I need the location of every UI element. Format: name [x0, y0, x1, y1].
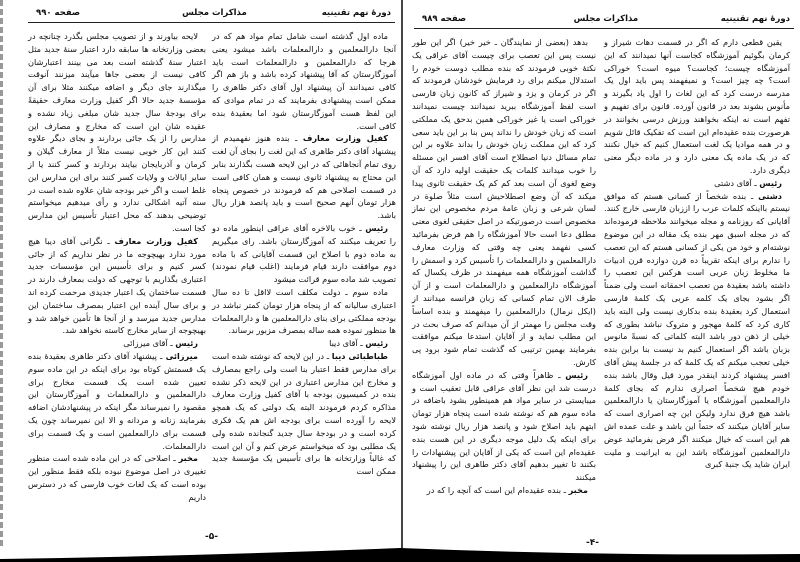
speaker-name: مخبر	[568, 484, 588, 495]
page-header	[414, 14, 794, 29]
page-gutter-divider	[401, 0, 403, 550]
speech-paragraph	[28, 452, 206, 503]
text-paragraph	[28, 30, 206, 235]
speech-paragraph	[212, 350, 396, 478]
speech-paragraph	[28, 235, 206, 337]
page-990	[0, 0, 401, 548]
paragraph-text: ـ خوب بالاخره آقای عراقی اینطور ماده دو را تعریف میکنند که آموزگارستان باشد. رای میگیریم به ماده دوم با اصلاح این قسمت آقایانی که با ماده دوم موافقت دارند قیام فرمایند (اغلب قیام نمودند) تصویب شد ماده سوم قرائت میشود	[212, 222, 396, 285]
speech-paragraph	[212, 132, 396, 222]
paragraph-text: ـ در این لایحه که نوشته شده است برای مدارس فقط اعتبار بنا است ولی راجع بمصارف و مخارج این مدارس اعتباری در این لایحه ذکر نشده بنده در کمیسیون بودجه با آقای کفیل وزارت معارف مذاکره کردم فرمودند البته یک دولتی که یک همچو لایحه را آورده است برای بودجه اش هم یک فکری کرده است و در بودجهٔ سال جدید گنجانده شده ولی یک مطلبی بود که میخواستم عرض کنم و آن این است که غالباً وزارتخانه ها برای تأسیس یک مؤسسهٔ جدید ممکن است	[212, 350, 396, 477]
paragraph-text: ـ آقای دیبا	[329, 338, 366, 349]
paragraph-text: ـ بنده عقیده‌ام این است که آنچه را که در	[426, 484, 569, 495]
speech-paragraph	[604, 190, 790, 472]
session-title: دورهٔ نهم تقنینیه	[321, 8, 391, 18]
page-number: صفحه ۹۸۹	[422, 14, 467, 24]
speaker-name: رئیس	[365, 338, 388, 349]
paragraph-text: ـ آقای میرزائی	[123, 338, 176, 349]
page-footer-number: -۴-	[586, 538, 599, 548]
text-column-left	[412, 36, 596, 497]
speaker-name: کفیل وزارت معارف	[114, 235, 198, 246]
speaker-name: طباطبائی دیبا	[331, 350, 388, 361]
paragraph-text: بدهد (بعضی از نمایندگان ـ خیر خیر) اگر این طور نیست پس این تعصب برای چیست آقای عراقی یک نکتهٔ خوبی فرمودند که بنده مطلب دوست خودم را استدلال میکنم برای رد فرمایش خودشان فرمودند که اگر در کرمان و یزد و شیراز که کانون زبان فارسی است لفظ آموزشگاه ببرید نمیدانند چیست نمیدانند خوراکی است یا غیر خوراکی همین بدحق یک مملکتی است که زبان خودش را نداند پس بنا بر این باید سعی کرد که این مملکت زبان خودش را بداند علاوه بر این تمام مسائل دنیا اصطلاح است آقای افسر این مسئله را خوب میدانند کلمات یک حقیقت اولیه دارد که آن وضع لغوی آن است بعد کم کم یک حقیقت ثانوی پیدا میکند که آن وضع اصطلاحیش است مثلاً صلوة در لسان شرعی و زبان عامهٔ مردم مخصوص این نماز مخصوص است درصورتیکه در اصل حقیقی لغوی معنی مطلق دعا است حالا آموزشگاه را هم فرض بفرمائید کسی نفهمد یعنی چه وقتی که وزارت معارف دارالمعلمین و دارالمعلمات را تأسیس کرد و اسمش را گذاشت آموزشگاه همه میفهمند در ظرف یکسال که آموزشگاه دارالمعلمین و دارالمعلمات است و از آن طرف الان تمام کسانی که زبان فرانسه میدانند از (ایکل نرمال) دارالمعلمین را میفهمند و بنده اساساً وقت مجلس را مهمتر از آن میدانم که صرف بحث در این مطلب نماید و از آقایان استدعا میکنم موافقت بفرمایند بهمین ترتیبی که گذشت تمام شود برود پی کارش.	[412, 37, 596, 367]
speech-paragraph	[604, 177, 790, 190]
paragraph-text: ـ نگرانی آقای دیبا هیچ مورد ندارد بهیچوجه ما در نظر نداریم که از جائی کسر کنیم و برای تأسیس این مؤسسات جدید اعتباری بگذاریم با توجهی که دولت بمعارف دارند در قسمت ساختمان یک اعتبار جدیدی مرحمت کرده اند و برای سال آینده این اعتبار بمصرف ساختمان این مدارس جدید میرسد و از آنجا ها تأمین خواهد شد و بهیچوجه از سایر مخارج کاسته نخواهد شد.	[28, 235, 206, 336]
speaker-name: دشتی	[758, 190, 782, 201]
paragraph-text: ـ اصلاحی که در این ماده شده است منظور تغییری در اصل موضوع نبوده بلکه فقط منظور این بوده است که یک لغات خوب فارسی که در دسترس داریم	[28, 453, 206, 502]
text-paragraph	[604, 36, 790, 177]
text-column-left	[28, 30, 206, 503]
speaker-name: کفیل وزارت معارف	[302, 133, 388, 144]
publication-title: مذاکرات مجلس	[182, 8, 247, 18]
paragraph-text: لایحه بیاورند و از تصویب مجلس بگذرد چنانچه در بعضی وزارتخانه ها سابقه دارد اعتبار سنهٔ جدید مثل اعتبار سنهٔ گذشته است بعد می بینند اعتبارشان کافی نیست از بعضی جاها میآیند میزنند آنوقت میگذارند جای دیگر و اضافه میکنند مثلا برای آن مؤسسهٔ جدید حالا اگر کفیل وزارت معارف حقیقةً برای بودجهٔ سال جدید شان مبلغی زیاد نشده و عقیده شان این است که مخارج و مصارف این مدارس را از یک جائی بردارند و بجای دیگر علاوه کنند این کار خوبی نیست مثلاً از معارف گیلان و کرمان و آذربایجان بیایند بردارند و کسر کنند یا از سایر ایالات و ولایات کسر کنند برای این مدارس این غلط است و اگر خیر بودجه شان علاوه شده است در سنه آتیه اشکالی ندارد و رأی میدهیم میخواستم توضیحی بدهند که محل اعتبار تأسیس این مدارس کجا است.	[28, 31, 206, 233]
paragraph-text: ـ بنده هنوز نفهمیدم از پیشنهاد آقای دکتر طاهری که این لغت را بجای آن لغت روی تمام آنجاهائی که در این لایحه هست بگذارند بنابر این محتاج به پیشنهاد ثانوی نیست و همان کافی است در قسمت اصلاحی هم که فرمودند در خصوص پنجاه هزار تومان آنهم صحیح است و باید پانصد هزار ریال باشد.	[212, 133, 396, 221]
paragraph-text: یقین قطعی دارم که اگر در قسمت دهات شیراز و کرمان بگوئیم آموزشگاه کجاست آنها نمیدانند که این آموزشگاه چیست؛ کجاست؟ میوه است؟ خوراکی است؟ چه چیز است؟ و نمیفهمند پس باید اول یک مدرسه درست کرد که این لغات را اول یاد بگیرند و مأنوس بشوند بعد در قانون آورده. قانون برای تفهیم و تفهم است نه اینکه بخواهند ورزش درسی بخوانند در هرصورت بنده عقیده‌ام این است که تفکیک قائل شویم و در همه موادیا یک لغت استعمال کنیم که خیال نکنند که در یک ماده یک معنی دارد و در ماده دیگر معنی دیگری دارد.	[604, 37, 790, 175]
speaker-name: میرزائی	[165, 350, 198, 361]
publication-title: مذاکرات مجلس	[573, 14, 639, 24]
text-paragraph	[212, 286, 396, 337]
paragraph-text: ـ ظاهراً وقتی که در ماده اول آموزشگاه درست شد این نظر آقای عراقی قابل تعقیب است و میبایستی در سایر مواد هم همینطور بشود باضافه در ماده سوم هم که نوشته شده است پنجاه هزار تومان ابتهم باید اصلاح شود و پانصد هزار ریال نوشته شود برای اینکه یک دلیل موجه دیگری در این هست بنده عقیده‌ام این است که یکی از آقایان این پیشنهادات را بکنند تا تغییر بدهیم آقای دکتر طاهری این را پیشنهاد میکنند	[412, 369, 596, 483]
speech-paragraph	[212, 337, 396, 350]
paragraph-text: ماده سوم ـ دولت مکلف است لااقل تا ده سال اعتباری سالیانه که از پنجاه هزار تومان کمتر نباشد در بودجه مملکتی برای بنای دارالمعلمین ها و دارالمعلمات ها منظور نموده همه ساله بمصرف مزبور برساند.	[212, 286, 396, 336]
speech-paragraph	[28, 350, 206, 452]
speech-paragraph	[212, 222, 396, 286]
speech-paragraph	[412, 484, 596, 497]
session-title: دورهٔ نهم تقنینیه	[720, 14, 790, 24]
speech-paragraph	[412, 369, 596, 484]
page-header	[28, 8, 395, 23]
text-paragraph	[212, 30, 396, 132]
speech-paragraph	[28, 337, 206, 350]
text-column-right	[604, 36, 790, 471]
page-footer-number: -۵-	[205, 532, 218, 542]
speaker-name: رئیس	[365, 222, 388, 233]
speaker-name: رئیس	[175, 338, 198, 349]
paragraph-text: ـ آقای دشتی	[714, 177, 760, 188]
scan-binding-shadow	[0, 546, 800, 562]
text-column-right	[212, 30, 396, 478]
page-989	[404, 0, 800, 548]
page-number: صفحه ۹۹۰	[36, 8, 81, 18]
paragraph-text: ـ پیشنهاد آقای دکتر طاهری بعقیدهٔ بنده یک قسمتش کوتاه بود برای اینکه در این ماده سوم تعیین شده است یک قسمت مخارج برای دارالمعلمین و دارالمعلمات و آموزگارستان این مقصود را نمیرساند مگر اینکه در پیشنهادشان اضافه بفرمایند زنانه و مردانه و الا این نمیرساند چون یک قسمت برای دارالمعلمین است و یک قسمت برای دارالمعلمات.	[28, 350, 206, 451]
speaker-name: رئیس	[759, 177, 782, 188]
paragraph-text: ـ بنده شخصاً از کسانی هستم که موافق نیستم بااینکه کلمات عرب را اززبان فارسی خارج کنند. آقایانی که روزنامه و مجله میخوانند ملاحظه فرموده‌اند که در مجله اسبق مهر بنده یک مقاله در این موضوع نوشته‌ام و خود من یکی از کسانی هستم که این تعصب را ندارم برای اینکه تقریباً ده قرن دوازده قرن ادبیات ما مخلوط زبان عربی است هرکس این تعصب را داشته باشد بعقیدهٔ من تعصب احمقانه است ولی ضمناً اگر بشود بجای یک کلمه عربی یک کلمهٔ فارسی استعمال کرد بعقیدهٔ بنده بدکاری نیست ولی البته باید کاری کرد که کلمهٔ مهجور و متروک نباشد بطوری که خیلی از ذهن دور باشد البته کلماتی که نسبةً مانوس بزبان باشد اگر استعمال کنیم بد نیست بنا براین بنده خیلی تعجب میکنم که یک کلمهٔ که در جلسهٔ پیش آقای افسر پیشنهاد کردند اینقدر مورد قیل وقال باشد بنده خودم هیچ شخصاً اصراری ندارم که بجای کلمهٔ دارالمعلمین آموزشگاه یا آموزگارستان یا دارالمعلمین باشد هیچ فرق ندارد ولیکن این چه اصراری است که سایر آقایان میکنند که حتماً این باشد و علت عمده اش هم این است که خیال میکنند اگر فرض بفرمائید عوض دارالمعلمین آموزشگاه باشد این به ایرانیت و ملیت ایران شاید یک جنبهٔ کبری	[604, 190, 790, 470]
text-paragraph	[412, 36, 596, 369]
paragraph-text: ماده اول گذشته است شامل تمام مواد هم که در آنجا دارالمعلمین و دارالمعلمات باشد میشود یعنی هرجا که دارالمعلمین و دارالمعلمات است باید آموزگارستان که آقا پیشنهاد کرده باشد و باز هم اگر کافی نمیدانند آن پیشنهاد اول آقای دکتر طاهری را ممکن است پیشنهادی بفرمایند که در تمام موادی که این لفظ هست آموزگارستان شود اما بعقیدهٔ بنده کافی است.	[212, 31, 396, 131]
speaker-name: رئیس	[565, 369, 588, 380]
speaker-name: مخبر	[178, 453, 198, 464]
